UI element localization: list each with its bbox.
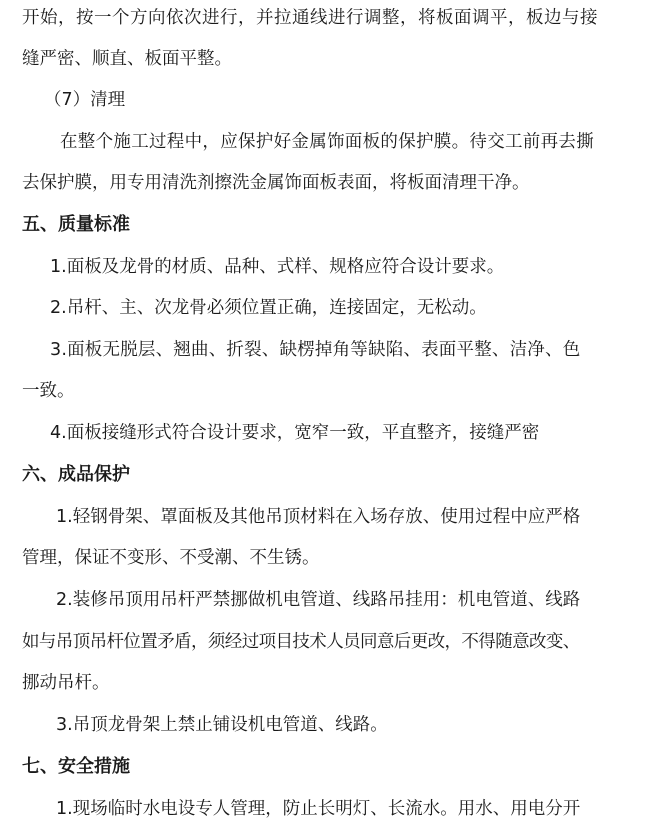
list-item: 2.装修吊顶用吊杆严禁挪做机电管道、线路吊挂用：机电管道、线路 — [56, 590, 581, 610]
list-item: 3.吊顶龙骨架上禁止铺设机电管道、线路。 — [56, 715, 388, 735]
section-heading: 五、质量标准 — [22, 214, 130, 235]
list-item-continuation: 管理，保证不变形、不受潮、不生锈。 — [22, 548, 320, 568]
paragraph-line: 在整个施工过程中，应保护好金属饰面板的保护膜。待交工前再去撕 — [60, 132, 594, 152]
list-item-continuation: 一致。 — [22, 381, 75, 401]
list-item: 1.面板及龙骨的材质、品种、式样、规格应符合设计要求。 — [50, 257, 505, 277]
subsection-title: （7）清理 — [44, 90, 126, 110]
section-heading: 七、安全措施 — [22, 756, 130, 777]
section-heading: 六、成品保护 — [22, 464, 130, 485]
list-item: 4.面板接缝形式符合设计要求，宽窄一致，平直整齐，接缝严密 — [50, 423, 540, 443]
list-item: 3.面板无脱层、翘曲、折裂、缺楞掉角等缺陷、表面平整、洁净、色 — [50, 340, 581, 360]
list-item-continuation: 挪动吊杆。 — [22, 673, 110, 693]
list-item: 1.轻钢骨架、罩面板及其他吊顶材料在入场存放、使用过程中应严格 — [56, 507, 581, 527]
list-item-continuation: 如与吊顶吊杆位置矛盾，须经过项目技术人员同意后更改，不得随意改变、 — [22, 632, 580, 652]
list-item: 1.现场临时水电设专人管理，防止长明灯、长流水。用水、用电分开 — [56, 799, 581, 819]
paragraph-line: 开始，按一个方向依次进行，并拉通线进行调整，将板面调平，板边与接 — [22, 8, 598, 28]
paragraph-line: 去保护膜，用专用清洗剂擦洗金属饰面板表面，将板面清理干净。 — [22, 173, 530, 193]
paragraph-line: 缝严密、顺直、板面平整。 — [22, 49, 232, 69]
list-item: 2.吊杆、主、次龙骨必须位置正确，连接固定，无松动。 — [50, 298, 487, 318]
